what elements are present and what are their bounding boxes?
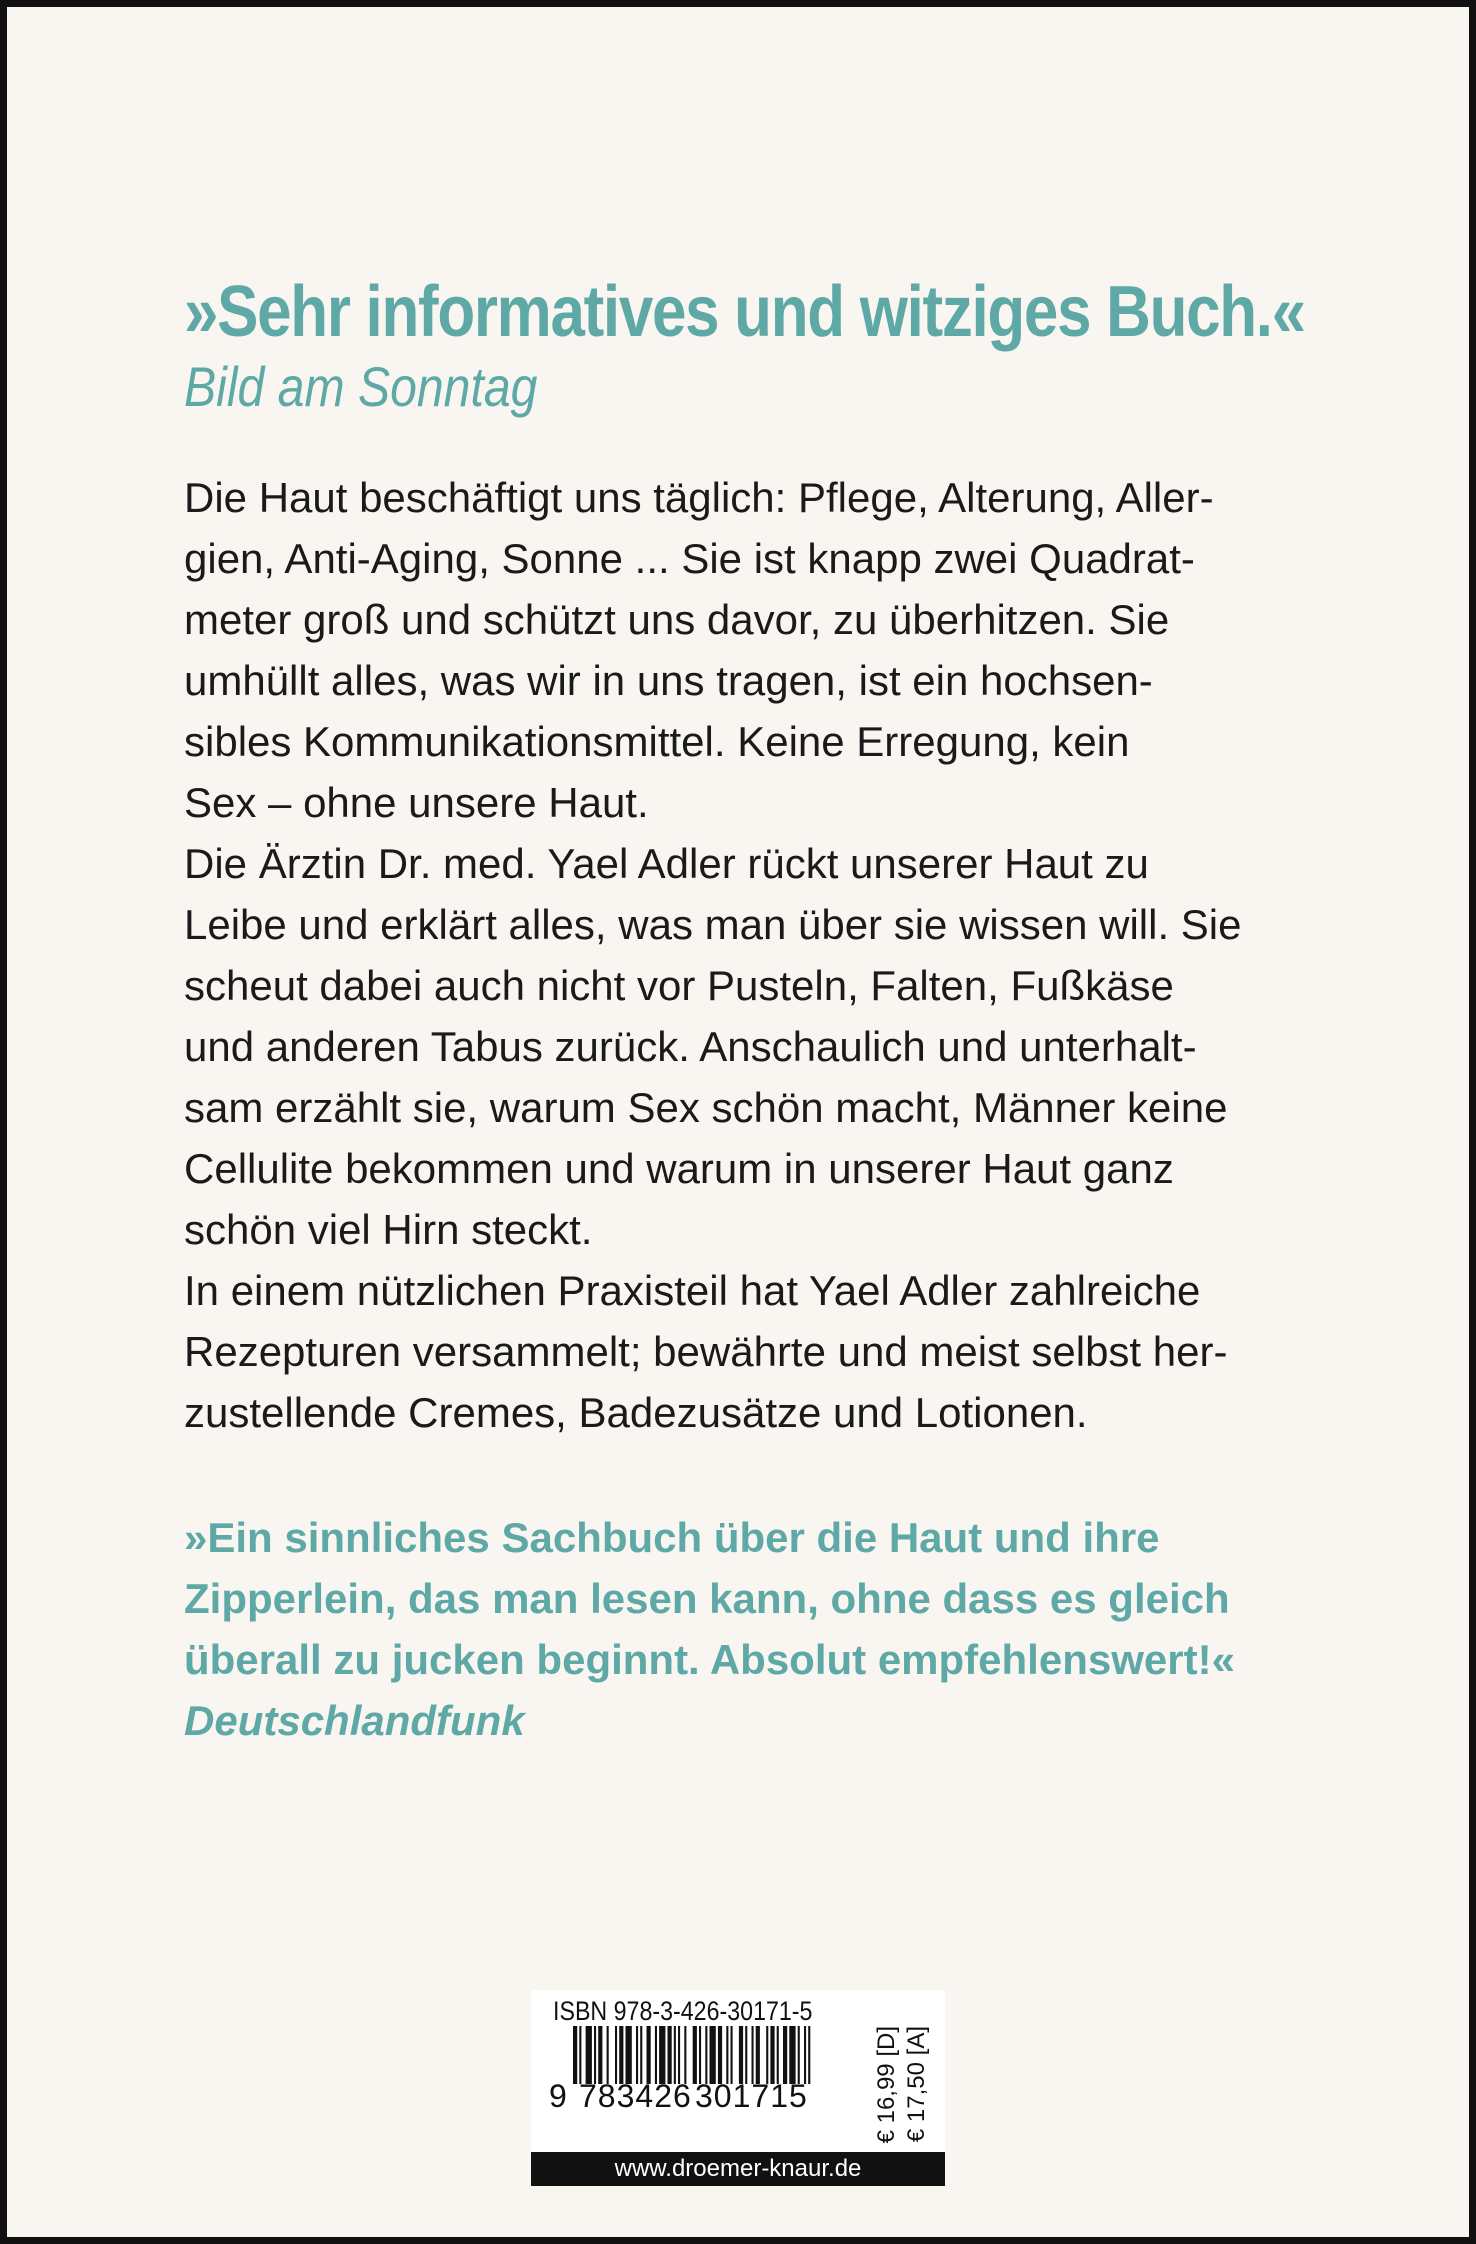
barcode-bar (659, 2026, 665, 2084)
barcode-bar (579, 2026, 581, 2084)
barcode-bar (808, 2026, 810, 2084)
barcode-bar (798, 2026, 800, 2084)
review-quote-line: Zipperlein, das man lesen kann, ohne dass es gleich (184, 1575, 1230, 1622)
barcode-bar (705, 2026, 707, 2084)
barcode-bar (640, 2026, 642, 2084)
blurb-line: scheut dabei auch nicht vor Pusteln, Falten, Fußkäse (184, 962, 1174, 1009)
barcode-bar (756, 2026, 760, 2084)
barcode-bar (594, 2026, 596, 2084)
barcode-bar (726, 2026, 728, 2084)
review-quote (184, 1507, 1324, 1751)
barcode-bar (699, 2026, 701, 2084)
barcode-bar (770, 2026, 774, 2084)
headline-quote: »Sehr informatives und witziges Buch.« (184, 272, 1305, 352)
barcode-digit-lead: 9 (549, 2078, 568, 2114)
barcode-bar (607, 2026, 609, 2084)
barcode-bar (739, 2026, 743, 2084)
barcode-bar (710, 2026, 716, 2084)
blurb-line: Cellulite bekommen und warum in unserer Haut ganz (184, 1145, 1174, 1192)
barcode-bar (636, 2026, 638, 2084)
headline-quote-source: Bild am Sonntag (184, 355, 538, 418)
barcode-digits-right: 301715 (695, 2078, 808, 2114)
barcode-bar (693, 2026, 697, 2084)
blurb-line: In einem nützlichen Praxisteil hat Yael Adler zahlreiche (184, 1267, 1201, 1314)
barcode-bar (674, 2026, 676, 2084)
cover-content (184, 269, 1324, 1751)
publisher-url: www.droemer-knaur.de (531, 2152, 945, 2186)
blurb-line: Sex – ohne unsere Haut. (184, 779, 649, 826)
price-austria: € 17,50 [A] (903, 2026, 930, 2143)
blurb-line: meter groß und schützt uns davor, zu überhitzen. Sie (184, 596, 1170, 643)
barcode-bar (678, 2026, 680, 2084)
barcode-digits-left: 783426 (579, 2078, 692, 2114)
barcode-bar (752, 2026, 754, 2084)
isbn-label: ISBN 978-3-426-30171-5 (553, 1996, 813, 2026)
barcode-icon (551, 2026, 821, 2084)
blurb-line: Leibe und erklärt alles, was man über sie wissen will. Sie (184, 901, 1242, 948)
barcode-panel (531, 1990, 945, 2152)
barcode-bar (668, 2026, 672, 2084)
barcode-bar (731, 2026, 733, 2084)
review-quote-line: »Ein sinnliches Sachbuch über die Haut und ihre (184, 1514, 1160, 1561)
barcode-bar (598, 2026, 602, 2084)
barcode-bar (777, 2026, 779, 2084)
barcode-bar (789, 2026, 795, 2084)
blurb-line: umhüllt alles, was wir in uns tragen, ist ein hochsen- (184, 657, 1153, 704)
barcode-bar (804, 2026, 806, 2084)
blurb-line: zustellende Cremes, Badezusätze und Lotionen. (184, 1389, 1088, 1436)
blurb-line: Die Ärztin Dr. med. Yael Adler rückt unserer Haut zu (184, 840, 1149, 887)
barcode-bar (745, 2026, 747, 2084)
barcode-bar (573, 2026, 577, 2084)
barcode-bar (783, 2026, 787, 2084)
blurb-line: Die Haut beschäftigt uns täglich: Pflege, Alterung, Aller- (184, 474, 1214, 521)
blurb-text (184, 467, 1324, 1443)
barcode-bar (619, 2026, 623, 2084)
blurb-line: Rezepturen versammelt; bewährte und meist selbst her- (184, 1328, 1228, 1375)
blurb-line: gien, Anti-Aging, Sonne ... Sie ist knapp zwei Quadrat- (184, 535, 1195, 582)
barcode-bar (586, 2026, 592, 2084)
price-germany: € 16,99 [D] (873, 2026, 900, 2144)
review-quote-source: Deutschlandfunk (184, 1697, 525, 1744)
barcode-bar (626, 2026, 632, 2084)
barcode-bar (718, 2026, 722, 2084)
blurb-line: und anderen Tabus zurück. Anschaulich und unterhalt- (184, 1023, 1197, 1070)
blurb-line: sam erzählt sie, warum Sex schön macht, Männer keine (184, 1084, 1228, 1131)
barcode-bar (684, 2026, 686, 2084)
review-quote-line: überall zu jucken beginnt. Absolut empfehlenswert!« (184, 1636, 1235, 1683)
barcode-bar (655, 2026, 657, 2084)
barcode-bar (615, 2026, 617, 2084)
blurb-line: sibles Kommunikationsmittel. Keine Erregung, kein (184, 718, 1130, 765)
barcode-bar (766, 2026, 768, 2084)
blurb-line: schön viel Hirn steckt. (184, 1206, 593, 1253)
barcode-bar (647, 2026, 651, 2084)
